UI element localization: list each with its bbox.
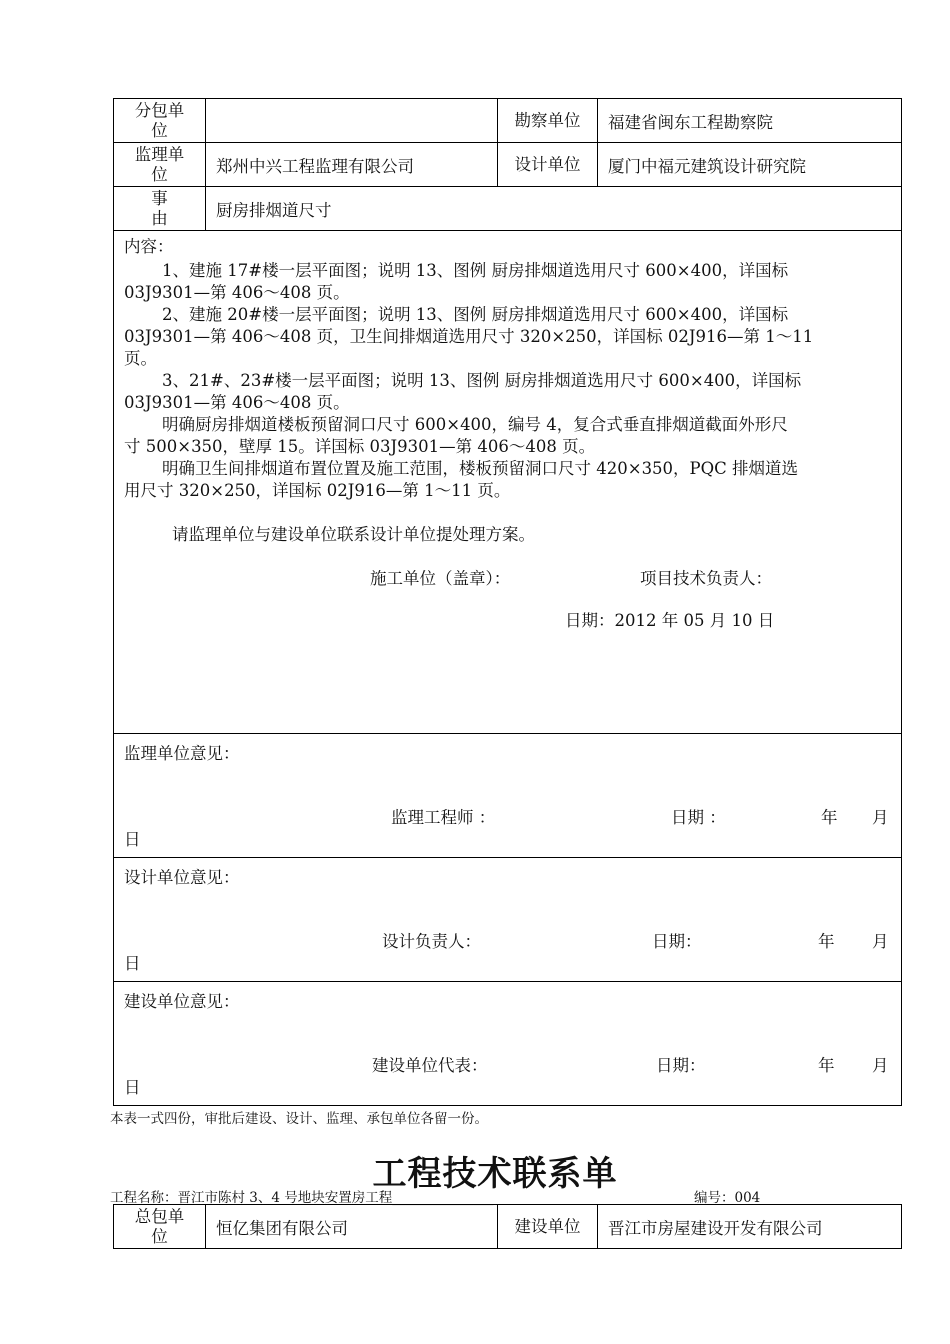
design-opinion-cell [114,858,902,982]
owner-representative-label: 建设单位代表： [372,1056,488,1075]
info-row-subcontractor [114,99,902,143]
form-title: 工程技术联系单 [372,1154,618,1194]
design-opinion-row [114,858,902,982]
content-line-5: 页。 [124,349,157,368]
footnote: 本表一式四份，审批后建设、设计、监理、承包单位各留一份。 [110,1111,488,1127]
general-contractor-label: 总包单位 [114,1205,206,1249]
tech-lead-label: 项目技术负责人： [640,569,772,588]
owner-value: 晋江市房屋建设开发有限公司 [598,1205,902,1249]
second-info-row [114,1205,902,1249]
second-info-table [113,1204,902,1249]
content-line-7: 03J9301—第 406～408 页。 [124,393,350,412]
content-line-8: 明确厨房排烟道楼板预留洞口尺寸 600×400，编号 4，复合式垂直排烟道截面外形尺 [162,415,788,434]
info-table [113,98,902,1106]
content-date: 日期：2012 年 05 月 10 日 [565,611,775,630]
owner-date-label: 日期： [656,1056,706,1075]
content-heading: 内容： [124,237,174,256]
subject-label-1: 事 [151,188,168,208]
supervisor-month: 月 [872,808,889,827]
content-line-6: 3、21#、23#楼一层平面图；说明 13、图例 厨房排烟道选用尺寸 600×400，详国标 [162,371,802,390]
design-month: 月 [872,932,889,951]
content-line-4: 03J9301—第 406～408 页，卫生间排烟道选用尺寸 320×250，详国标 02J916—第 1～11 [124,327,814,346]
info-row-subject [114,187,902,231]
supervisor-label: 监理单位 [114,143,206,187]
content-line-3: 2、建施 20#楼一层平面图；说明 13、图例 厨房排烟道选用尺寸 600×400，详国标 [162,305,789,324]
info-row-supervisor [114,143,902,187]
design-label: 设计单位 [498,143,598,187]
content-line-2: 03J9301—第 406～408 页。 [124,283,350,302]
subcontractor-value [206,99,498,143]
supervisor-engineer-label: 监理工程师 ： [391,808,496,827]
content-line-10: 明确卫生间排烟道布置位置及施工范围，楼板预留洞口尺寸 420×350，PQC 排烟道选 [162,459,799,478]
supervisor-value: 郑州中兴工程监理有限公司 [206,143,498,187]
owner-year: 年 [818,1056,835,1075]
contractor-seal-label: 施工单位（盖章）： [370,569,511,588]
owner-month: 月 [872,1056,889,1075]
design-day: 日 [124,954,141,973]
project-name: 工程名称：晋江市陈村 3、4 号地块安置房工程_______________ [110,1190,494,1206]
subject-label-2: 由 [151,208,168,228]
design-lead-label: 设计负责人： [382,932,481,951]
supervisor-opinion-cell [114,734,902,858]
design-opinion-title: 设计单位意见： [124,868,240,887]
content-cell [114,231,902,734]
content-line-9: 寸 500×350，壁厚 15。详国标 03J9301—第 406～408 页。 [124,437,596,456]
survey-value: 福建省闽东工程勘察院 [598,99,902,143]
supervisor-year: 年 [821,808,838,827]
owner-opinion-title: 建设单位意见： [124,992,240,1011]
survey-label: 勘察单位 [498,99,598,143]
supervisor-opinion-title: 监理单位意见： [124,744,240,763]
supervisor-opinion-row [114,734,902,858]
owner-label: 建设单位 [498,1205,598,1249]
content-request: 请监理单位与建设单位联系设计单位提处理方案。 [172,525,535,544]
subject-value: 厨房排烟道尺寸 [206,187,902,231]
supervisor-date-label: 日期 ： [671,808,726,827]
general-contractor-value: 恒亿集团有限公司 [206,1205,498,1249]
serial-number: 编号：004 [694,1190,761,1206]
content-row [114,231,902,734]
subcontractor-label: 分包单位 [114,99,206,143]
owner-opinion-row [114,982,902,1106]
design-value: 厦门中福元建筑设计研究院 [598,143,902,187]
design-date-label: 日期： [652,932,702,951]
content-line-11: 用尺寸 320×250，详国标 02J916—第 1～11 页。 [124,481,511,500]
supervisor-day: 日 [124,830,141,849]
content-line-1: 1、建施 17#楼一层平面图；说明 13、图例 厨房排烟道选用尺寸 600×400，详国标 [162,261,789,280]
design-year: 年 [818,932,835,951]
owner-day: 日 [124,1078,141,1097]
owner-opinion-cell [114,982,902,1106]
subject-label [114,187,206,231]
